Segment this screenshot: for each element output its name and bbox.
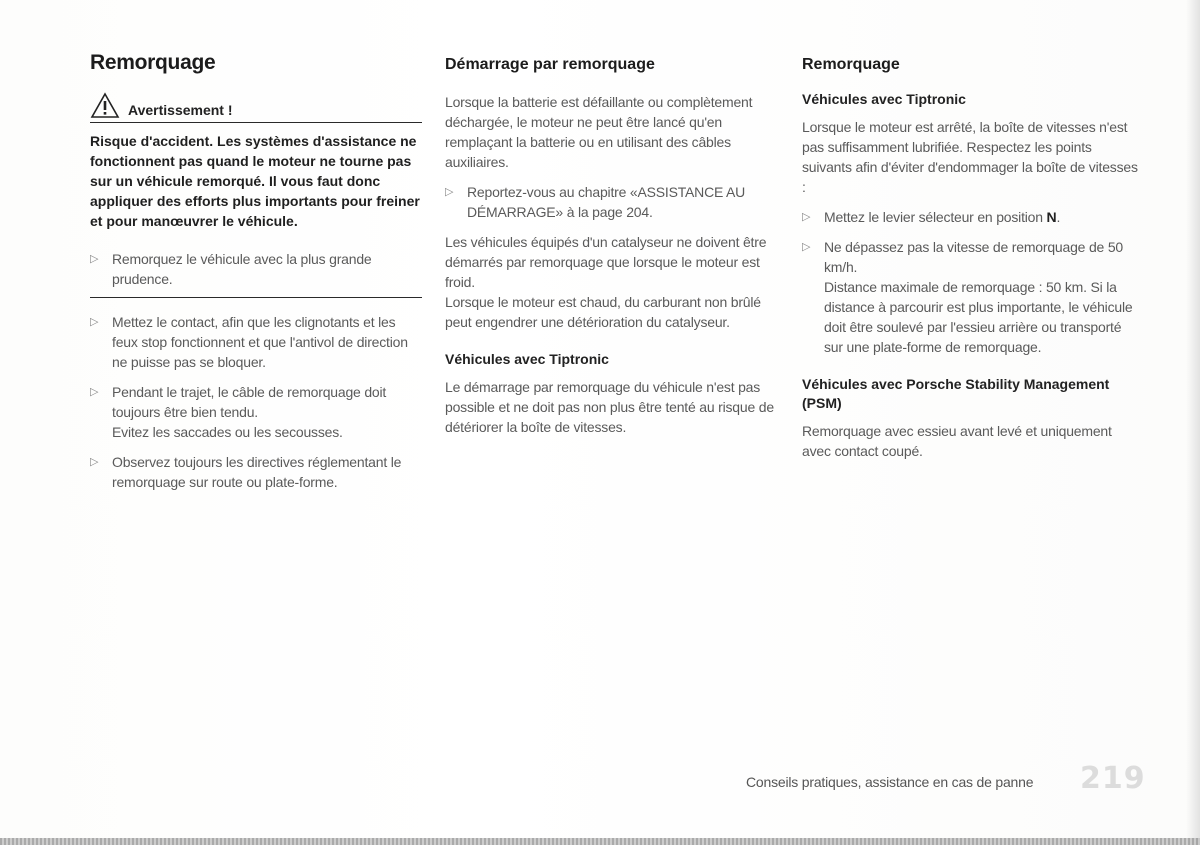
- page-footer: [746, 762, 1146, 796]
- list-item: [802, 207, 1140, 227]
- bullet-extra-text: Distance maximale de remorquage : 50 km. Si la distance à parcourir est plus importante, le véhicule doit être soulevé par l'essieu arrière ou transporté sur une plate-forme de remorquage.: [824, 279, 1133, 355]
- paragraph: Le démarrage par remorquage du véhicule n'est pas possible et ne doit pas non plus être tenté au risque de détériorer la boîte de vitesses.: [445, 379, 774, 435]
- column-towing: [90, 48, 422, 492]
- bullet-text-suffix: .: [1056, 209, 1061, 225]
- bullet-extra-text: Evitez les saccades ou les secousses.: [112, 424, 343, 440]
- bullet-triangle-icon: ▷: [90, 456, 99, 468]
- bullet-text-prefix: Mettez le levier sélecteur en position: [824, 209, 1047, 225]
- paragraph: Les véhicules équipés d'un catalyseur ne doivent être démarrés par remorquage que lorsque le moteur est froid.: [445, 234, 767, 290]
- page-number: 219: [1080, 761, 1146, 796]
- list-item: [90, 382, 422, 442]
- footer-section-title: Conseils pratiques, assistance en cas de panne: [746, 774, 1034, 790]
- warning-end-rule: [90, 297, 422, 298]
- list-item: [90, 312, 422, 372]
- list-item: [445, 182, 780, 222]
- list-item: [802, 237, 1140, 357]
- warning-header: [90, 92, 422, 123]
- section-title-towing: Remorquage: [90, 51, 216, 74]
- paragraph: Remorquage avec essieu avant levé et uniquement avec contact coupé.: [802, 423, 1112, 459]
- bullet-triangle-icon: ▷: [802, 241, 811, 253]
- column-tow-start: [445, 48, 780, 437]
- warning-label: Avertissement !: [128, 102, 233, 118]
- bullet-triangle-icon: ▷: [90, 316, 99, 328]
- warning-triangle-icon: [90, 92, 120, 119]
- gear-position-n: N: [1046, 209, 1057, 225]
- section-title-towing-2: Remorquage: [802, 56, 900, 73]
- warning-bullet-text: Remorquez le véhicule avec la plus grande prudence.: [112, 251, 372, 287]
- subheading-tiptronic: Véhicules avec Tiptronic: [802, 91, 966, 107]
- paragraph: Lorsque le moteur est arrêté, la boîte de vitesses n'est pas suffisamment lubrifiée. Respectez les points suivants afin d'éviter d'endommager la boîte de vitesses :: [802, 119, 1138, 195]
- bullet-triangle-icon: ▷: [90, 386, 99, 398]
- warning-bullet: [90, 249, 422, 289]
- bullet-text: Pendant le trajet, le câble de remorquage doit toujours être bien tendu.: [112, 384, 387, 420]
- bullet-triangle-icon: ▷: [802, 211, 811, 223]
- bullet-text: Reportez-vous au chapitre «ASSISTANCE AU DÉMARRAGE» à la page 204.: [467, 184, 746, 220]
- warning-text: Risque d'accident. Les systèmes d'assistance ne fonctionnent pas quand le moteur ne tourne pas sur un véhicule remorqué. Il vous faut donc appliquer des efforts plus importants pour freiner et pour manœuvrer le véhicule.: [90, 133, 420, 229]
- paragraph: Lorsque le moteur est chaud, du carburant non brûlé peut engendrer une détérioration du catalyseur.: [445, 294, 761, 330]
- bullet-text: [824, 207, 1140, 227]
- list-item: [90, 452, 422, 492]
- subheading-psm: Véhicules avec Porsche Stability Management (PSM): [802, 376, 1110, 411]
- bullet-text: Ne dépassez pas la vitesse de remorquage de 50 km/h.: [824, 239, 1123, 275]
- paragraph: Lorsque la batterie est défaillante ou complètement déchargée, le moteur ne peut être lancé qu'en remplaçant la batterie ou en utilisant des câbles auxiliaires.: [445, 94, 753, 170]
- bullet-text: Observez toujours les directives réglementant le remorquage sur route ou plate-forme.: [112, 454, 402, 490]
- section-title-tow-start: Démarrage par remorquage: [445, 56, 655, 73]
- page-edge-shadow: [1186, 0, 1200, 845]
- column-towing-tiptronic: [802, 48, 1140, 461]
- bullet-triangle-icon: ▷: [445, 186, 454, 198]
- page-bottom-edge: [0, 838, 1200, 845]
- subheading-tiptronic: Véhicules avec Tiptronic: [445, 351, 609, 367]
- bullet-triangle-icon: ▷: [90, 253, 99, 265]
- bullet-text: Mettez le contact, afin que les clignotants et les feux stop fonctionnent et que l'antivol de direction ne puisse pas se bloquer.: [112, 314, 408, 370]
